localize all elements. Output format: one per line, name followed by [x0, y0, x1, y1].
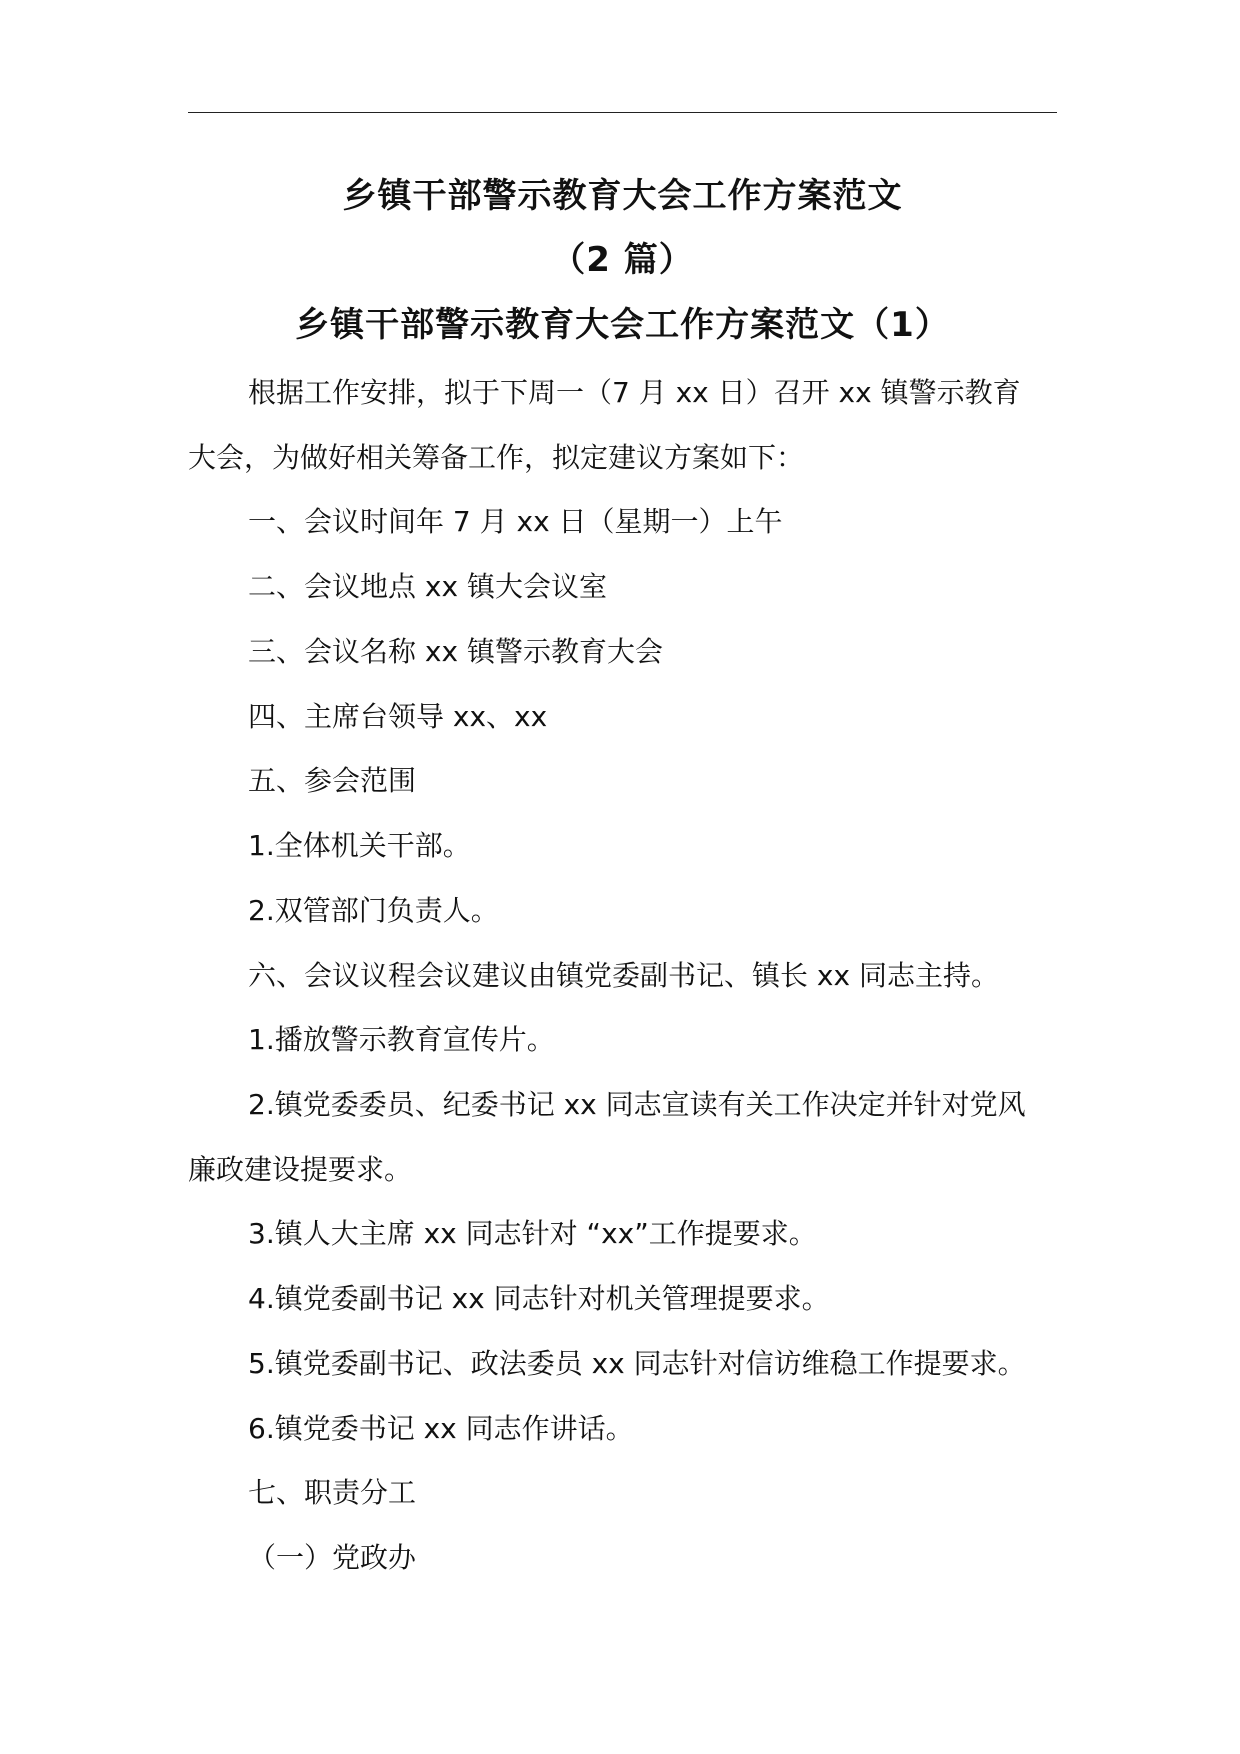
list-item: 4.镇党委副书记 xx 同志针对机关管理提要求。 — [248, 1282, 830, 1315]
list-item: 2.双管部门负责人。 — [248, 894, 499, 927]
list-item: 5.镇党委副书记、政法委员 xx 同志针对信访维稳工作提要求。 — [248, 1347, 1026, 1380]
header-rule — [188, 112, 1057, 113]
paragraph: 根据工作安排，拟于下周一（7 月 xx 日）召开 xx 镇警示教育 — [248, 376, 1021, 409]
document-title-count: （2 篇） — [551, 240, 694, 280]
list-item: 3.镇人大主席 xx 同志针对 “xx”工作提要求。 — [248, 1217, 817, 1250]
paragraph: 七、职责分工 — [248, 1476, 417, 1509]
paragraph: 廉政建设提要求。 — [188, 1153, 413, 1186]
paragraph: 六、会议议程会议建议由镇党委副书记、镇长 xx 同志主持。 — [248, 959, 999, 992]
paragraph: 二、会议地点 xx 镇大会议室 — [248, 570, 607, 603]
list-item: 6.镇党委书记 xx 同志作讲话。 — [248, 1412, 634, 1445]
list-item: 1.全体机关干部。 — [248, 829, 471, 862]
section-title: 乡镇干部警示教育大会工作方案范文（1） — [295, 305, 950, 345]
paragraph: 四、主席台领导 xx、xx — [248, 700, 548, 733]
list-item: 2.镇党委委员、纪委书记 xx 同志宣读有关工作决定并针对党风 — [248, 1088, 1026, 1121]
document-title: 乡镇干部警示教育大会工作方案范文 — [342, 176, 903, 216]
list-item: 1.播放警示教育宣传片。 — [248, 1023, 555, 1056]
paragraph: 三、会议名称 xx 镇警示教育大会 — [248, 635, 663, 668]
paragraph: （一）党政办 — [248, 1541, 417, 1574]
paragraph: 五、参会范围 — [248, 764, 417, 797]
paragraph: 一、会议时间年 7 月 xx 日（星期一）上午 — [248, 505, 783, 538]
paragraph: 大会，为做好相关筹备工作，拟定建议方案如下： — [188, 441, 805, 474]
